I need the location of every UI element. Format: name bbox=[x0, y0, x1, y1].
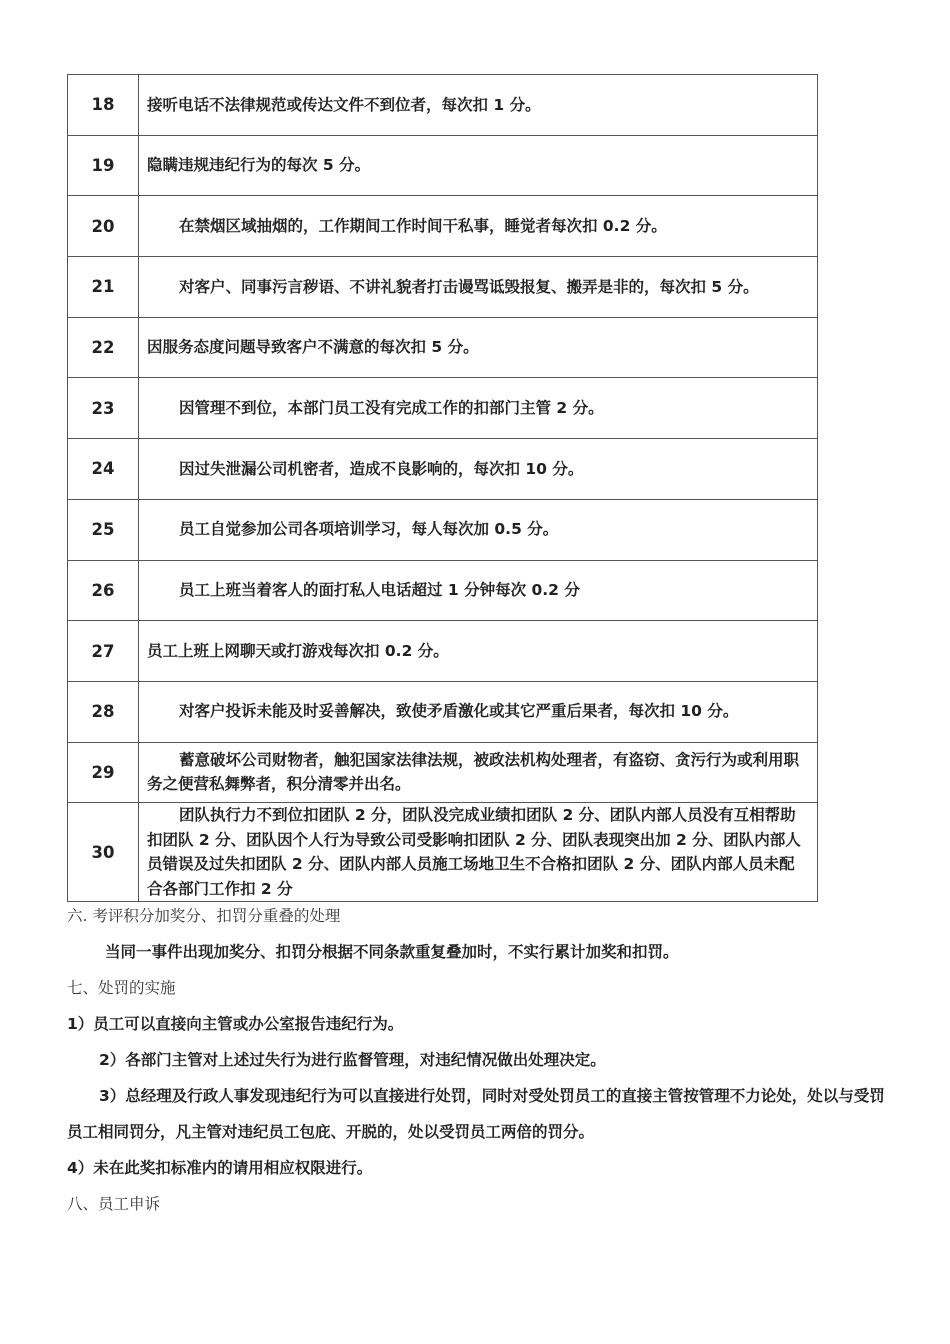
table-row bbox=[68, 317, 818, 378]
row-text: 隐瞒违规违纪行为的每次 5 分。 bbox=[139, 135, 818, 196]
row-text: 因过失泄漏公司机密者，造成不良影响的，每次扣 10 分。 bbox=[139, 439, 818, 500]
table-row bbox=[68, 439, 818, 500]
row-text: 在禁烟区域抽烟的，工作期间工作时间干私事，睡觉者每次扣 0.2 分。 bbox=[139, 196, 818, 257]
row-number: 26 bbox=[68, 560, 139, 621]
row-text: 对客户、同事污言秽语、不讲礼貌者打击谩骂诋毁报复、搬弄是非的，每次扣 5 分。 bbox=[139, 257, 818, 318]
row-number: 18 bbox=[68, 75, 139, 136]
section-6-heading: 六. 考评积分加奖分、扣罚分重叠的处理 bbox=[67, 907, 341, 925]
row-number: 23 bbox=[68, 378, 139, 439]
section-6-body: 当同一事件出现加奖分、扣罚分根据不同条款重复叠加时，不实行累计加奖和扣罚。 bbox=[105, 943, 679, 961]
row-number: 27 bbox=[68, 621, 139, 682]
row-text: 员工上班当着客人的面打私人电话超过 1 分钟每次 0.2 分 bbox=[139, 560, 818, 621]
row-number: 25 bbox=[68, 499, 139, 560]
row-text: 蓄意破坏公司财物者，触犯国家法律法规，被政法机构处理者，有盗窃、贪污行为或利用职务之便营私舞弊者，积分清零并出名。 bbox=[139, 742, 818, 803]
section-7-item-1: 1）员工可以直接向主管或办公室报告违纪行为。 bbox=[67, 1015, 404, 1033]
table-row bbox=[68, 257, 818, 318]
table-row bbox=[68, 681, 818, 742]
table-row bbox=[68, 196, 818, 257]
row-text: 因服务态度问题导致客户不满意的每次扣 5 分。 bbox=[139, 317, 818, 378]
row-number: 21 bbox=[68, 257, 139, 318]
section-7-item-4: 4）未在此奖扣标准内的请用相应权限进行。 bbox=[67, 1159, 373, 1177]
row-text: 团队执行力不到位扣团队 2 分，团队没完成业绩扣团队 2 分、团队内部人员没有互相帮助扣团队 2 分、团队因个人行为导致公司受影响扣团队 2 分、团队表现突出加 2 分、团队内部人员错误及过失扣团队 2 分、团队内部人员施工场地卫生不合格扣团队 2 分、团队内部人员未配合各部门工作扣 2 分 bbox=[139, 803, 818, 902]
table-row bbox=[68, 621, 818, 682]
row-number: 28 bbox=[68, 681, 139, 742]
row-number: 19 bbox=[68, 135, 139, 196]
section-8-heading: 八、员工申诉 bbox=[67, 1195, 161, 1213]
row-number: 22 bbox=[68, 317, 139, 378]
table-row bbox=[68, 499, 818, 560]
table-row bbox=[68, 135, 818, 196]
section-7-item-2: 2）各部门主管对上述过失行为进行监督管理，对违纪情况做出处理决定。 bbox=[99, 1051, 606, 1069]
row-number: 29 bbox=[68, 742, 139, 803]
table-row bbox=[68, 803, 818, 902]
table-row bbox=[68, 75, 818, 136]
table-row bbox=[68, 560, 818, 621]
row-text: 员工上班上网聊天或打游戏每次扣 0.2 分。 bbox=[139, 621, 818, 682]
row-number: 20 bbox=[68, 196, 139, 257]
row-text: 因管理不到位，本部门员工没有完成工作的扣部门主管 2 分。 bbox=[139, 378, 818, 439]
rules-table bbox=[67, 74, 818, 902]
section-7-heading: 七、处罚的实施 bbox=[67, 979, 176, 997]
table-row bbox=[68, 742, 818, 803]
row-number: 30 bbox=[68, 803, 139, 902]
row-number: 24 bbox=[68, 439, 139, 500]
table-row bbox=[68, 378, 818, 439]
row-text: 员工自觉参加公司各项培训学习，每人每次加 0.5 分。 bbox=[139, 499, 818, 560]
section-7-item-3: 3）总经理及行政人事发现违纪行为可以直接进行处罚，同时对受处罚员工的直接主管按管理不力论处，处以与受罚员工相同罚分，凡主管对违纪员工包庇、开脱的，处以受罚员工两倍的罚分。 bbox=[67, 1087, 885, 1141]
row-text: 接听电话不法律规范或传达文件不到位者，每次扣 1 分。 bbox=[139, 75, 818, 136]
row-text: 对客户投诉未能及时妥善解决，致使矛盾激化或其它严重后果者，每次扣 10 分。 bbox=[139, 681, 818, 742]
